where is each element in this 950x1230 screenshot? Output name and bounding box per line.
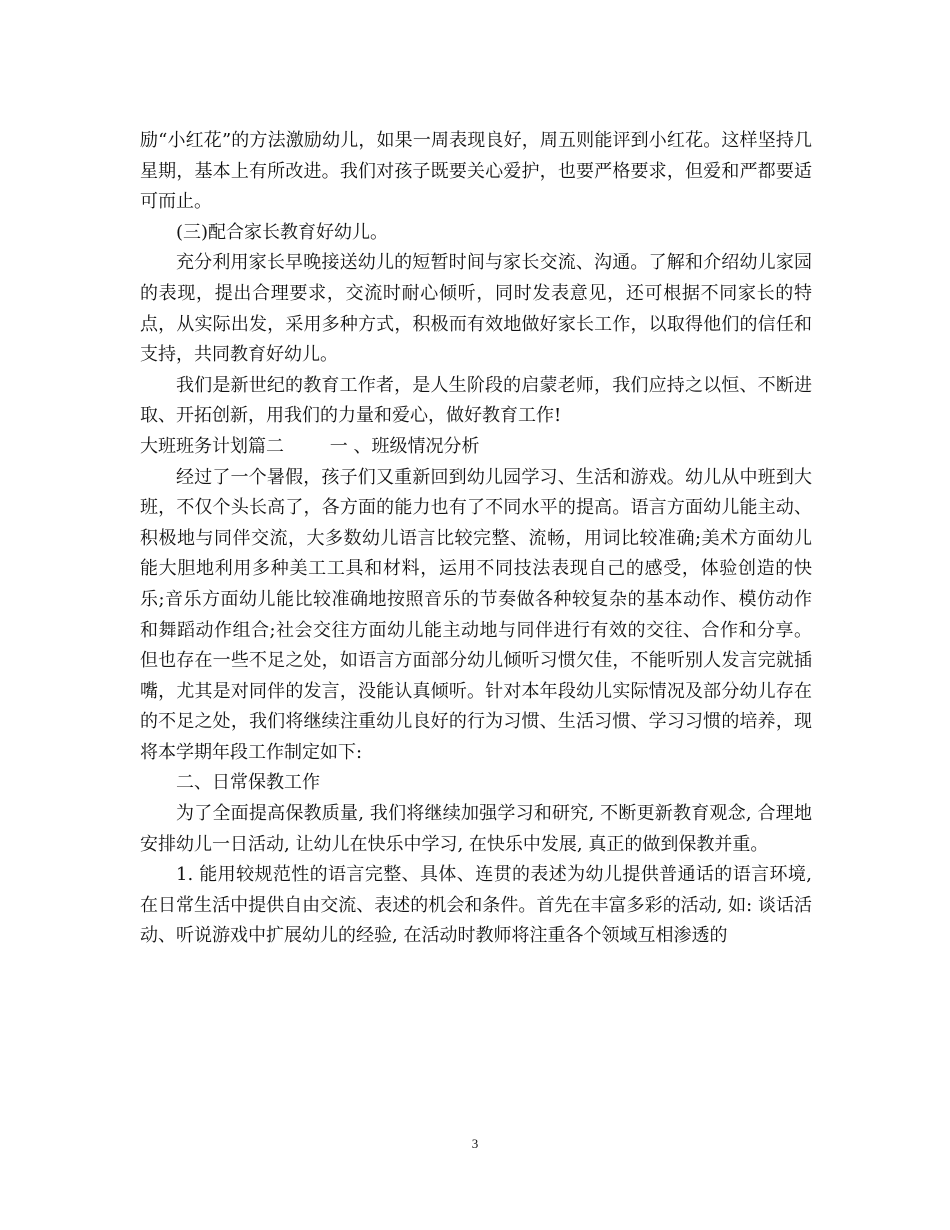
paragraph: 1. 能用较规范性的语言完整、具体、连贯的表述为幼儿提供普通话的语言环境, 在日常生活中提供自由交流、表述的机会和条件。首先在丰富多彩的活动, 如: 谈话活动、听说游戏中扩展幼儿的经验, 在活动时教师将注重各个领域互相渗透的 [140,864,812,947]
section-title: 大班班务计划篇二 [140,435,284,457]
paragraph: 励“小红花”的方法激励幼儿，如果一周表现良好，周五则能评到小红花。这样坚持几星期，基本上有所改进。我们对孩子既要关心爱护，也要严格要求，但爱和严都要适可而止。 [140,130,812,213]
section-gap [284,436,330,457]
paragraph: 我们是新世纪的教育工作者，是人生阶段的启蒙老师，我们应持之以恒、不断进取、开拓创新，用我们的力量和爱心，做好教育工作! [140,374,812,427]
paragraph: 充分利用家长早晚接送幼儿的短暂时间与家长交流、沟通。了解和介绍幼儿家园的表现，提出合理要求，交流时耐心倾听，同时发表意见，还可根据不同家长的特点，从实际出发，采用多种方式，积极而有效地做好家长工作，以取得他们的信任和支持，共同教育好幼儿。 [140,252,812,366]
paragraph: 经过了一个暑假，孩子们又重新回到幼儿园学习、生活和游戏。幼儿从中班到大班，不仅个头长高了，各方面的能力也有了不同水平的提高。语言方面幼儿能主动、积极地与同伴交流，大多数幼儿语言比较完整、流畅，用词比较准确;美术方面幼儿能大胆地利用多种美工工具和材料，运用不同技法表现自己的感受，体验创造的快乐;音乐方面幼儿能比较准确地按照音乐的节奏做各种较复杂的基本动作、模仿动作和舞蹈动作组合;社会交往方面幼儿能主动地与同伴进行有效的交往、合作和分享。但也存在一些不足之处，如语言方面部分幼儿倾听习惯欠佳，不能听别人发言完就插嘴，尤其是对同伴的发言，没能认真倾听。针对本年段幼儿实际情况及部分幼儿存在的不足之处，我们将继续注重幼儿良好的行为习惯、生活习惯、学习习惯的培养，现将本学期年段工作制定如下: [140,466,812,763]
body-text [140,126,812,952]
subheading: (三)配合家长教育好幼儿。 [176,221,389,243]
section-heading [140,432,812,463]
page-number: 3 [471,1136,479,1151]
section-subtitle: 一 、班级情况分析 [329,435,480,457]
paragraph: 为了全面提高保教质量, 我们将继续加强学习和研究, 不断更新教育观念, 合理地安排幼儿一日活动, 让幼儿在快乐中学习, 在快乐中发展, 真正的做到保教并重。 [140,803,812,855]
subheading: 二、日常保教工作 [176,772,320,794]
